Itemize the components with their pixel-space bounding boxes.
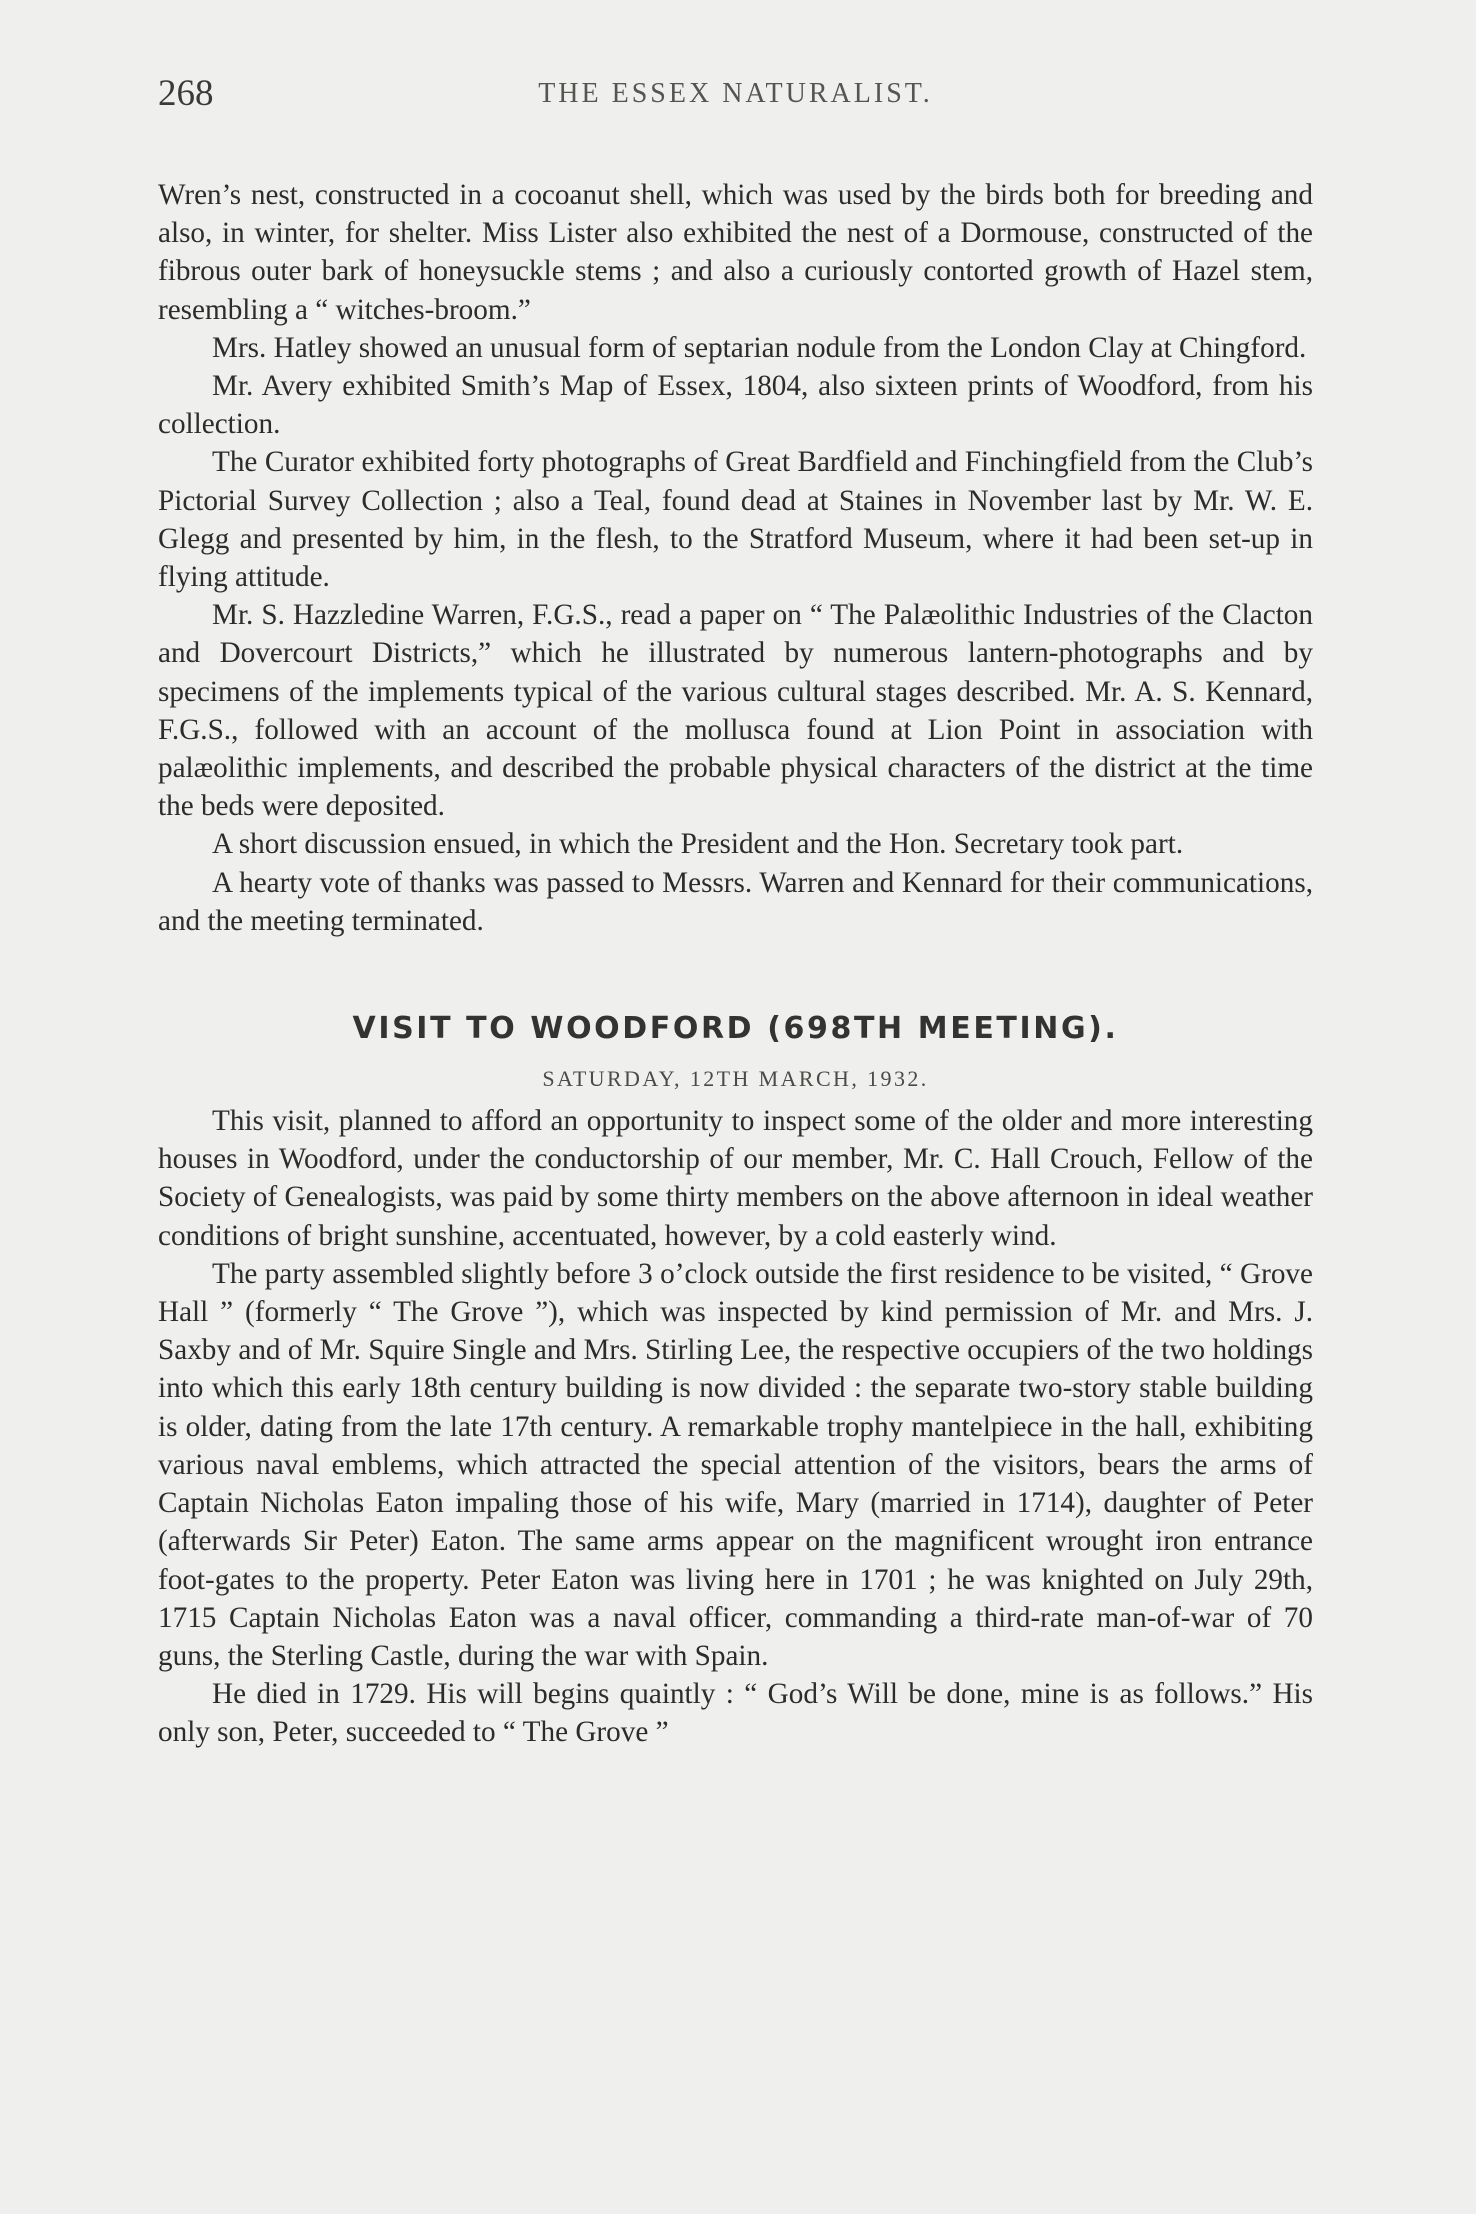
journal-title: THE ESSEX NATURALIST. <box>538 78 933 109</box>
paragraph-discussion: A short discussion ensued, in which the President and the Hon. Secretary took part. <box>212 828 1184 861</box>
paragraph-grove-hall: The party assembled slightly before 3 o’clock outside the first residence to be visited, “ Grove Hall ” (formerly “ The Grove ”), which was inspected by kind permission of Mr. and Mrs. J. Saxby and of Mr. Squire Single and Mrs. Stirling Lee, the respective occupiers of the two holdings into which this early 18th century building is now divided : the separate two-story stable building is older, dating from the late 17th century. A remarkable trophy mantelpiece in the hall, exhibiting various naval emblems, which attracted the special attention of the visitors, bears the arms of Captain Nicholas Eaton impaling those of his wife, Mary (married in 1714), daughter of Peter (afterwards Sir Peter) Eaton. The same arms appear on the magnificent wrought iron entrance foot-gates to the property. Peter Eaton was living here in 1701 ; he was knighted on July 29th, 1715 Captain Nicholas Eaton was a naval officer, commanding a third-rate man-of-war of 70 guns, the Sterling Castle, during the war with Spain. <box>158 1257 1313 1672</box>
section-date: SATURDAY, 12TH MARCH, 1932. <box>542 1066 929 1092</box>
running-head <box>158 72 1313 124</box>
page-number: 268 <box>158 73 214 114</box>
paragraph-wrens-nest: Wren’s nest, constructed in a cocoanut shell, which was used by the birds both for breeding and also, in winter, for shelter. Miss Lister also exhibited the nest of a Dormouse, constructed of the fibrous outer bark of honeysuckle stems ; and also a curiously contorted growth of Hazel stem, resembling a “ witches-broom.” <box>158 179 1313 326</box>
paragraph-warren-paper: Mr. S. Hazzledine Warren, F.G.S., read a paper on “ The Palæolithic Industries of the Clacton and Dovercourt Districts,” which he illustrated by numerous lantern-photographs and by specimens of the implements typical of the various cultural stages described. Mr. A. S. Kennard, F.G.S., followed with an account of the mollusca found at Lion Point in association with palæolithic implements, and described the probable physical characters of the district at the time the beds were deposited. <box>158 599 1313 823</box>
paragraph-visit-intro: This visit, planned to afford an opportunity to inspect some of the older and more interesting houses in Woodford, under the conductorship of our member, Mr. C. Hall Crouch, Fellow of the Society of Genealogists, was paid by some thirty members on the above afternoon in ideal weather conditions of bright sunshine, accentuated, however, by a cold easterly wind. <box>158 1105 1313 1252</box>
section-heading: VISIT TO WOODFORD (698TH MEETING). <box>352 1011 1119 1047</box>
document-page <box>158 72 1313 1752</box>
paragraph-will: He died in 1729. His will begins quaintly : “ God’s Will be done, mine is as follows.” His only son, Peter, succeeded to “ The Grove ” <box>158 1678 1313 1749</box>
paragraph-curator: The Curator exhibited forty photographs of Great Bardfield and Finchingfield from the Club’s Pictorial Survey Collection ; also a Teal, found dead at Staines in November last by Mr. W. E. Glegg and presented by him, in the flesh, to the Stratford Museum, where it had been set-up in flying attitude. <box>158 446 1313 594</box>
paragraph-hatley: Mrs. Hatley showed an unusual form of septarian nodule from the London Clay at Chingford. <box>212 331 1307 364</box>
paragraph-vote-of-thanks: A hearty vote of thanks was passed to Messrs. Warren and Kennard for their communications, and the meeting terminated. <box>158 866 1313 937</box>
body-text-part1 <box>158 176 1313 940</box>
body-text-part2 <box>158 1102 1313 1751</box>
paragraph-avery: Mr. Avery exhibited Smith’s Map of Essex, 1804, also sixteen prints of Woodford, from his collection. <box>158 370 1313 441</box>
